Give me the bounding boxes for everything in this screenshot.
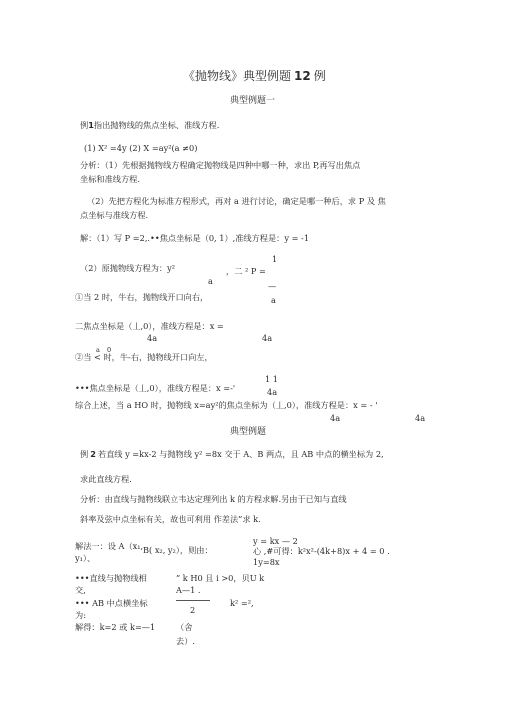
case-2-zero: 0 [107,346,112,354]
analysis-1b: 坐标和准线方程. [80,174,140,184]
denominator-two: 2 [190,605,196,615]
case-1-a: a [271,295,276,305]
fraction-numerator: 1 [272,254,278,264]
line-1b: 交, [75,585,86,595]
solution-2-a: a [208,276,213,286]
page-title: 《抛物线》典型例题 12 例 [183,69,326,83]
system-eq-1: y = kx — 2 [253,536,298,546]
midpoint-1b: 为: [75,610,86,620]
summary: 综合上述，当 a HO 时，抛物线 x=ay²的焦点坐标为（丄,0），准线方程是：x = - ' [75,400,378,410]
solve-result: 解得：k=2 或 k=—1 [75,622,156,632]
condition-2: A—1 . [176,585,201,595]
solution-2-dash: — [268,281,277,291]
example-1-items: (1) X² =4y (2) X =ay²(a ≠0) [84,143,198,153]
analysis-1: 分析：（1）先根据抛物线方程确定抛物线是四种中哪一种，求出 P,再写出焦点 [80,160,361,170]
solution-2: （2）原抛物线方程为：y² [80,263,175,273]
section-title-2: 典型例题 [230,427,267,437]
analysis-2: （2）先把方程化为标准方程形式，再对 a 进行讨论，确定是哪一种后，求 P 及 焦 [87,196,386,206]
fraction-rule [176,600,210,601]
focus-1: 二焦点坐标是（丄,0），准线方程是：x = [75,321,224,331]
method-1-c: B( x₂, y₂），则由： [143,545,213,555]
fraction-1-1: 1 1 [265,374,279,384]
method-1-a: 解法一：设 A（x₁, [75,541,144,551]
solution-2-mid: ，二 ² P = [226,266,266,276]
solution-1: 解：（1）写 P =2,.••焦点坐标是（0, 1）,准线方程是：y = -1 [80,233,310,243]
focus-2: •••焦点坐标是（丄,0），准线方程是：x =-' [75,383,236,393]
condition-1: ” k H0 且 i >0，贝U k [176,573,265,583]
line-1a: •••直线与抛物线相 [75,573,147,583]
section-title-1: 典型例题一 [230,96,276,106]
discard-note: （舍 [176,622,193,632]
summary-den-1: 4a [330,413,341,423]
example-2b: 求此直线方程. [80,474,132,484]
case-1: ①当 2 时，牛右，抛物线开口向右， [75,292,209,302]
system-eq-mid: 心 ,#可得：k²x²-(4k+8)x + 4 = 0 . [253,546,390,556]
discard-note-2: 去）. [176,636,195,646]
focus-2-den: 4a [267,387,278,397]
analysis-2b: 点坐标与准线方程. [80,210,149,220]
analysis-3b: 斜率及弦中点坐标有关，故也可利用 作差法”求 k. [80,514,261,524]
case-2-sup: a [96,346,100,354]
midpoint-1: ••• AB 中点横坐标 [75,598,148,608]
method-1-b: y₁）、 [75,553,96,563]
focus-1-den: 4a [147,333,158,343]
example-1-heading: 例1指出抛物线的焦点坐标、准线方程. [80,120,220,130]
focus-1-den-2: 4a [262,333,273,343]
system-eq-2: 1y=8x [253,557,280,567]
case-2: ②当 < 时，牛-右，抛物线开口向左， [75,352,213,362]
analysis-3: 分析：由直线与抛物线联立韦达定理列出 k 的方程求解.另由于已知与直线 [80,494,347,504]
summary-den-2: 4a [415,413,426,423]
example-2-heading: 例 2 若直线 y =kx-2 与抛物线 y² =8x 交于 A、B 两点，且 AB 中点的横坐标为 2, [80,449,384,459]
k-squared: k² =², [230,598,254,608]
